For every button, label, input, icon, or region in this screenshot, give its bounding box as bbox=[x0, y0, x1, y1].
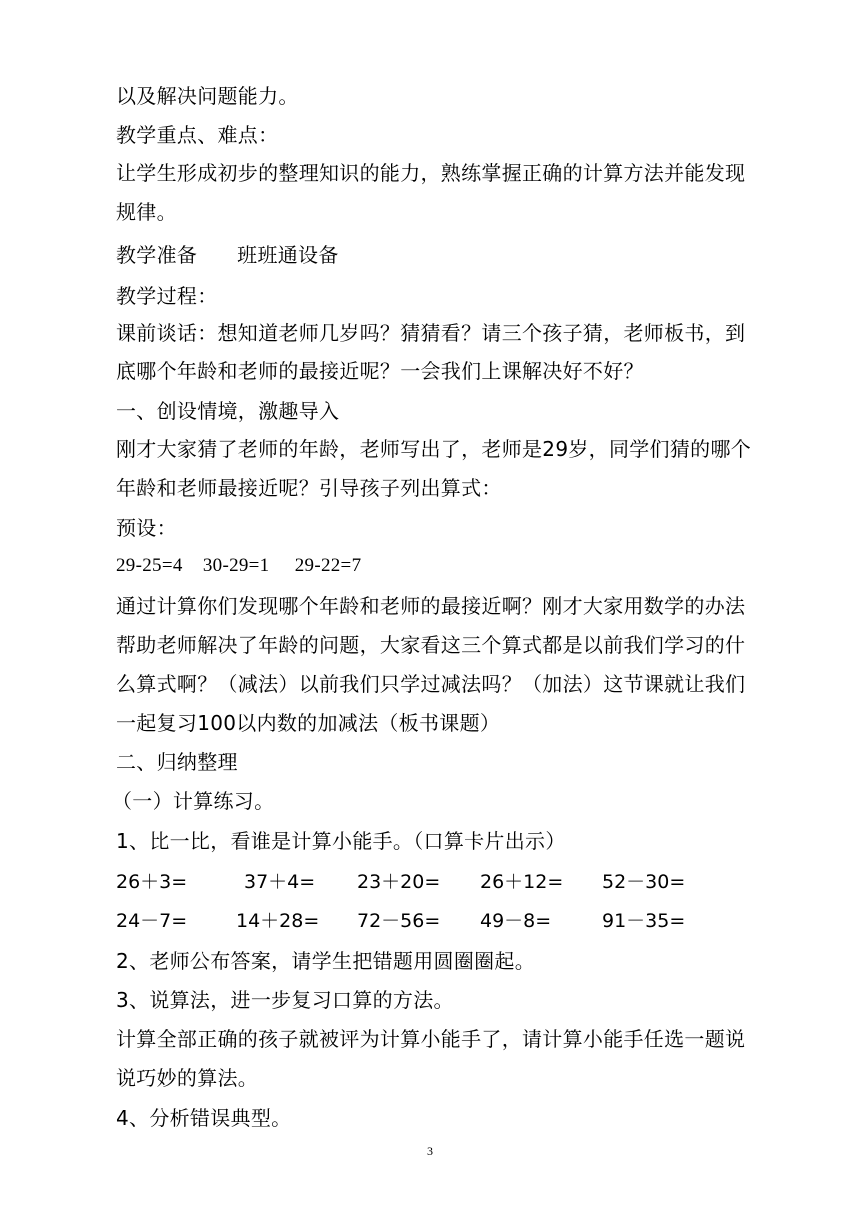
exercise-item: 49－8= bbox=[480, 910, 552, 932]
text-line-key-points-1: 让学生形成初步的整理知识的能力，熟练掌握正确的计算方法并能发现 bbox=[116, 161, 746, 185]
text-line-preparation: 教学准备 班班通设备 bbox=[116, 243, 339, 267]
text-line-item-3: 3、说算法，进一步复习口算的方法。 bbox=[116, 988, 454, 1012]
exercise-item: 23＋20= bbox=[357, 871, 441, 893]
heading-key-points: 教学重点、难点： bbox=[116, 123, 279, 147]
heading-subsection-one: （一）计算练习。 bbox=[112, 789, 275, 813]
heading-section-one: 一、创设情境，激趣导入 bbox=[116, 399, 340, 423]
text-line-item-4: 4、分析错误典型。 bbox=[116, 1106, 292, 1130]
exercise-item: 52－30= bbox=[602, 871, 686, 893]
text-line-ability: 以及解决问题能力。 bbox=[116, 84, 299, 108]
text-line-item-2: 2、老师公布答案，请学生把错题用圆圈圈起。 bbox=[116, 949, 536, 973]
exercise-item: 91－35= bbox=[602, 910, 686, 932]
text-line-item-1: 1、比一比，看谁是计算小能手。（口算卡片出示） bbox=[116, 829, 566, 853]
text-line-guess-1: 刚才大家猜了老师的年龄，老师写出了，老师是29岁，同学们猜的哪个 bbox=[116, 437, 752, 461]
exercise-item: 26＋12= bbox=[480, 871, 564, 893]
exercise-item: 14＋28= bbox=[236, 910, 320, 932]
exercise-item: 72－56= bbox=[357, 910, 441, 932]
text-line-algorithm-2: 说巧妙的算法。 bbox=[116, 1066, 259, 1090]
text-line-discovery-4: 一起复习100以内数的加减法（板书课题） bbox=[116, 711, 501, 735]
text-line-key-points-2: 规律。 bbox=[116, 200, 177, 224]
text-line-discovery-1: 通过计算你们发现哪个年龄和老师的最接近啊？刚才大家用数学的办法 bbox=[116, 594, 746, 618]
text-line-discovery-3: 么算式啊？（减法）以前我们只学过减法吗？（加法）这节课就让我们 bbox=[116, 672, 746, 696]
text-line-discovery-2: 帮助老师解决了年龄的问题，大家看这三个算式都是以前我们学习的什 bbox=[116, 633, 746, 657]
exercise-item: 37＋4= bbox=[244, 871, 316, 893]
text-line-equations: 29-25=4 30-29=1 29-22=7 bbox=[116, 555, 362, 576]
text-line-algorithm-1: 计算全部正确的孩子就被评为计算小能手了，请计算小能手任选一题说 bbox=[116, 1027, 746, 1051]
exercise-item: 24－7= bbox=[116, 910, 188, 932]
text-line-pre-talk-1: 课前谈话：想知道老师几岁吗？猜猜看？请三个孩子猜，老师板书，到 bbox=[116, 321, 746, 345]
text-line-pre-talk-2: 底哪个年龄和老师的最接近呢？一会我们上课解决好不好？ bbox=[116, 359, 644, 383]
heading-process: 教学过程： bbox=[116, 284, 218, 308]
exercise-item: 26＋3= bbox=[116, 871, 188, 893]
text-line-guess-2: 年龄和老师最接近呢？引导孩子列出算式： bbox=[116, 476, 502, 500]
page-number: 3 bbox=[427, 1144, 433, 1158]
heading-section-two: 二、归纳整理 bbox=[116, 750, 238, 774]
text-line-preset: 预设： bbox=[116, 516, 177, 540]
